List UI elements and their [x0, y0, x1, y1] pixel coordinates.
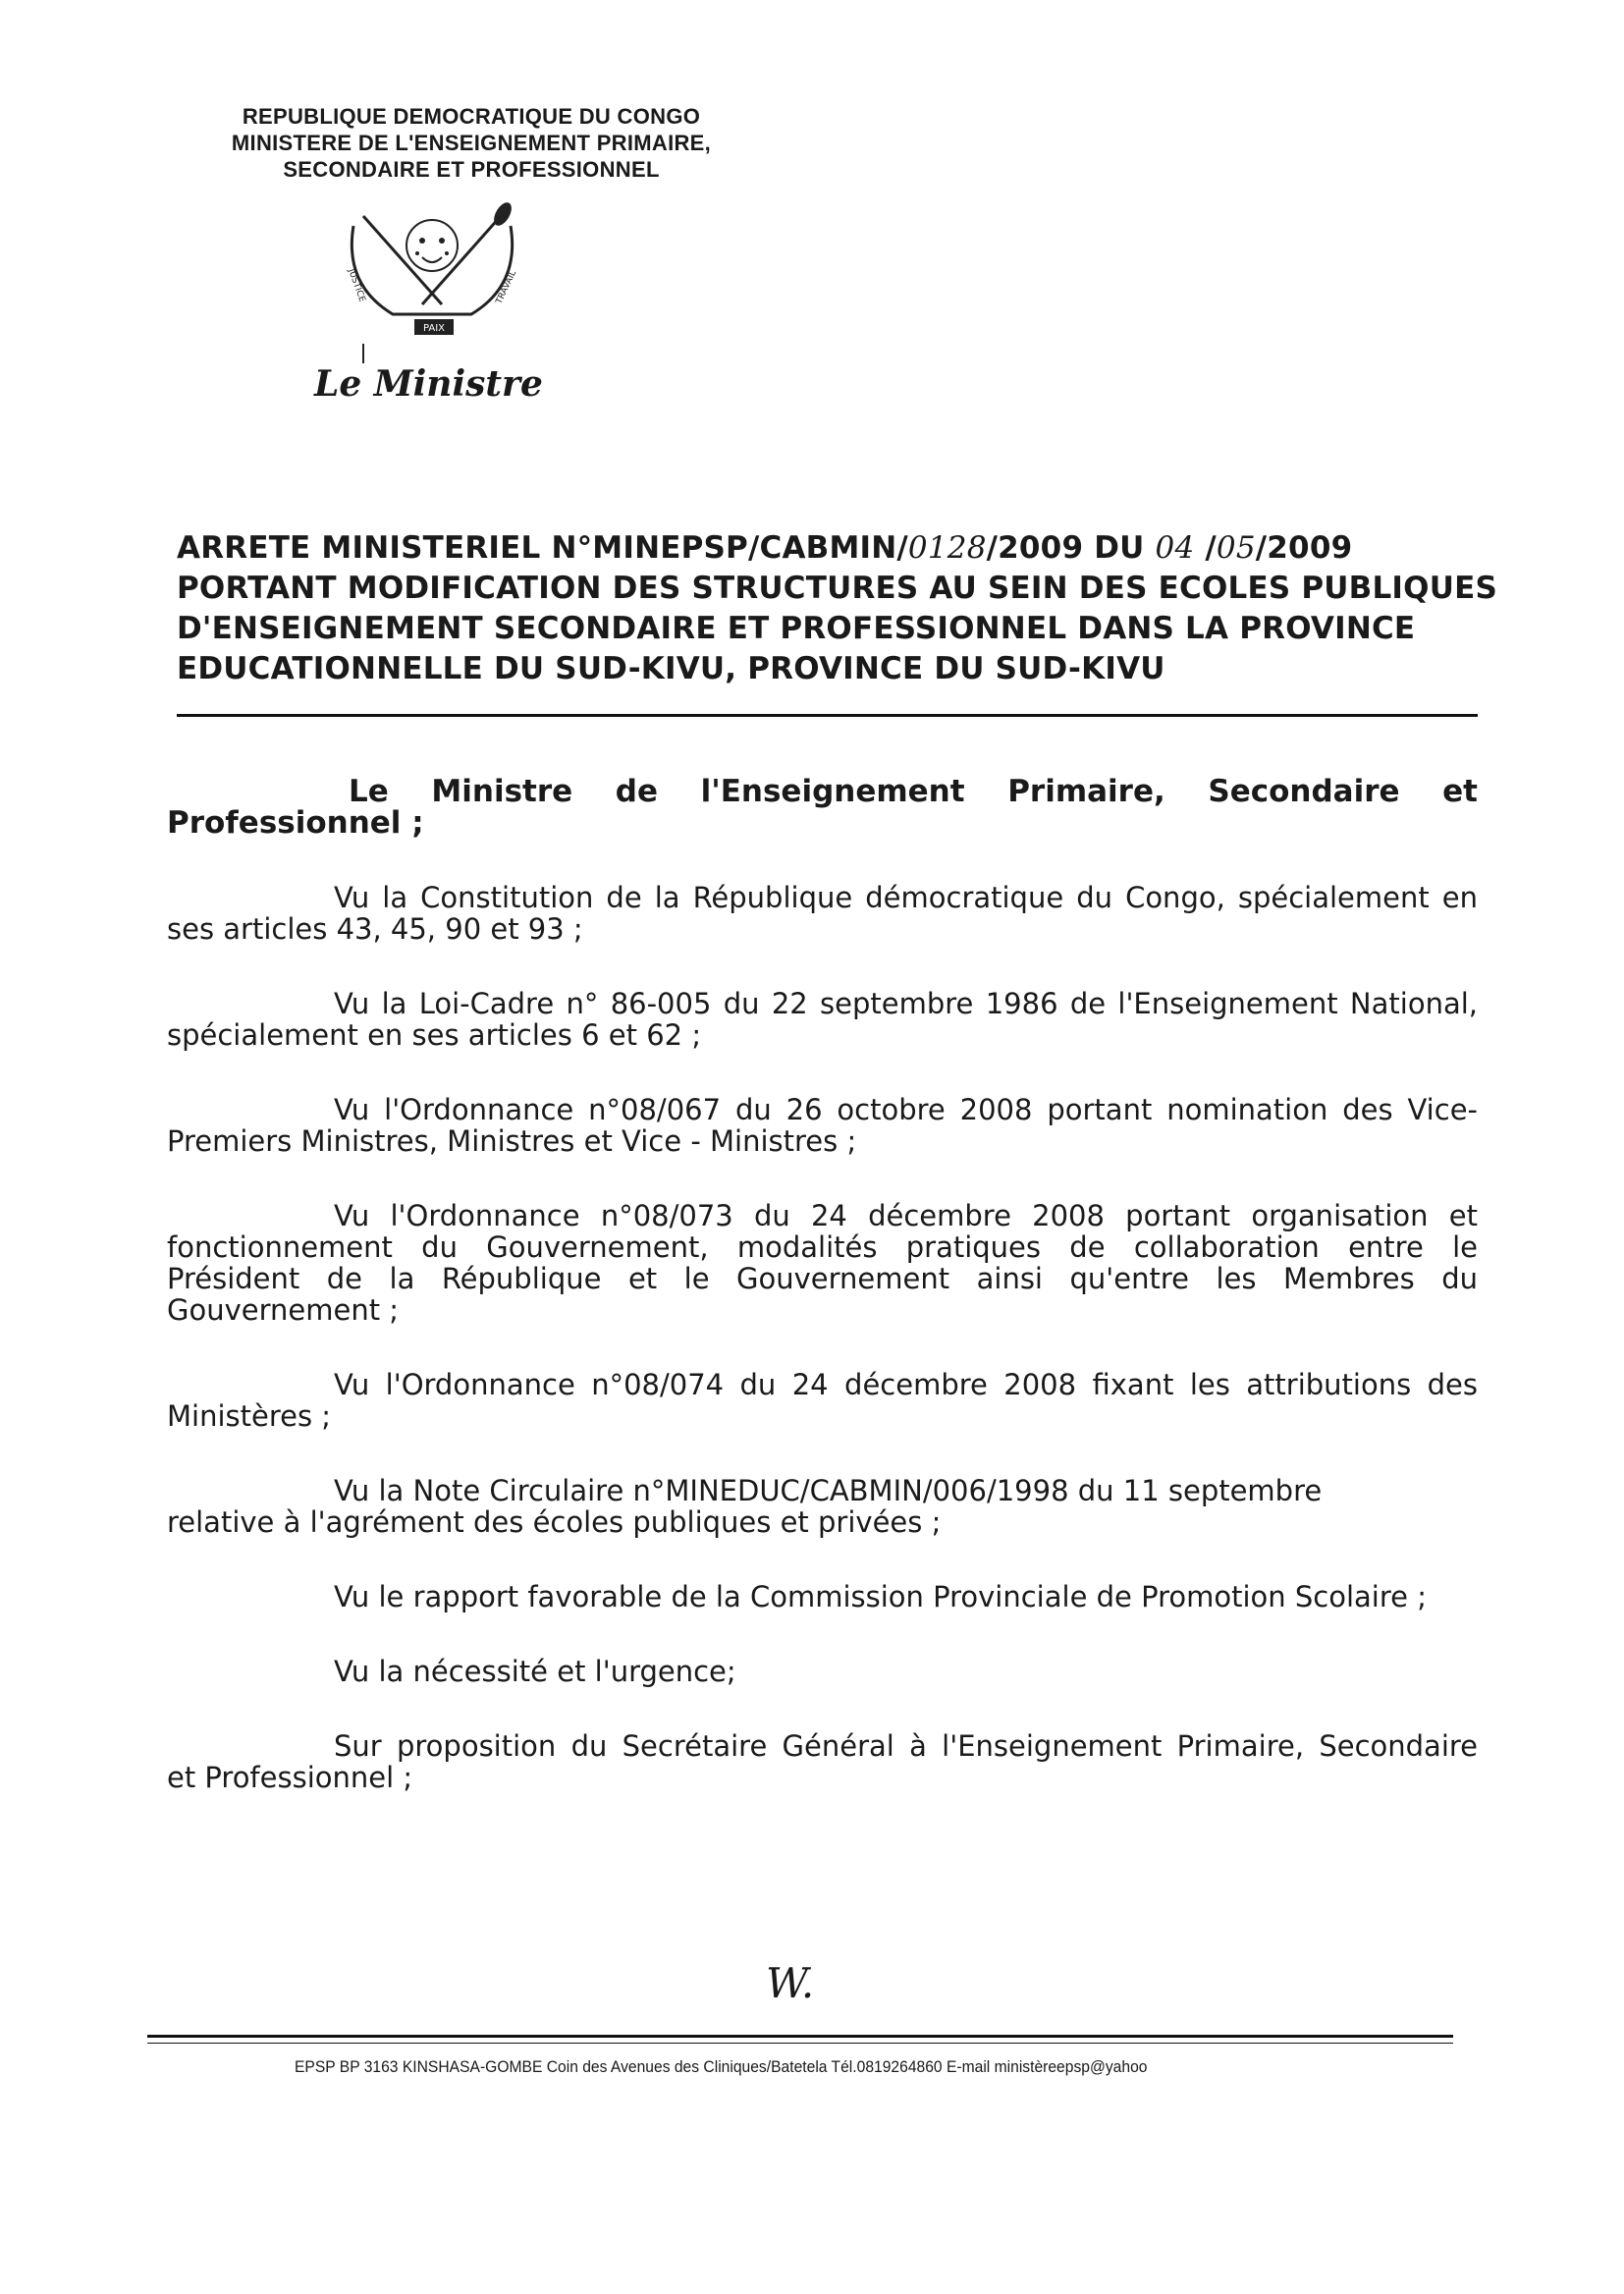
p7-line1: Vu le rapport favorable de la Commission Provinciale de Promotion Scolaire ;: [334, 1580, 1427, 1613]
preamble-lead-line2: Professionnel ;: [167, 805, 424, 841]
letterhead-ministry-cont: SECONDAIRE ET PROFESSIONNEL: [283, 157, 660, 182]
decree-number-prefix: ARRETE MINISTERIEL N°MINEPSP/CABMIN/: [177, 530, 908, 566]
p4-line2: fonctionnement du Gouvernement, modalités pratiques de collaboration entre le: [167, 1230, 1478, 1264]
letterhead: [167, 103, 776, 183]
signature-title: Le Ministre: [314, 363, 543, 405]
title-line-2: PORTANT MODIFICATION DES STRUCTURES AU SEIN DES ECOLES PUBLIQUES: [177, 571, 1497, 606]
p4-line3: Président de la République et le Gouvernement ainsi qu'entre les Membres du: [167, 1262, 1478, 1295]
decree-day-handwritten: 04: [1155, 530, 1195, 566]
title-line-3: D'ENSEIGNEMENT SECONDAIRE ET PROFESSIONNEL DANS LA PROVINCE: [177, 611, 1416, 646]
p6-line1: Vu la Note Circulaire n°MINEDUC/CABMIN/006/1998 du 11 septembre: [334, 1474, 1323, 1507]
decree-date-label: /2009 DU: [986, 530, 1145, 566]
coat-of-arms-emblem: [324, 196, 535, 363]
footer-address: EPSP BP 3163 KINSHASA-GOMBE Coin des Avenues des Cliniques/Batetela Tél.0819264860 E-mail ministèreepsp@yahoo: [295, 2057, 1148, 2076]
preamble-paragraph-8: [167, 1656, 1478, 1687]
title-line-4: EDUCATIONNELLE DU SUD-KIVU, PROVINCE DU SUD-KIVU: [177, 651, 1165, 686]
p4-line1: Vu l'Ordonnance n°08/073 du 24 décembre 2008 portant organisation et: [334, 1199, 1478, 1232]
preamble-paragraph-6: [167, 1475, 1478, 1538]
decree-preamble: [167, 776, 1478, 1836]
decree-year: /2009: [1255, 530, 1353, 566]
p9-line1: Sur proposition du Secrétaire Général à l'Enseignement Primaire, Secondaire: [334, 1729, 1478, 1763]
emblem-ribbon-left: JUSTICE: [346, 267, 367, 303]
footer-rule-thin: [147, 2043, 1453, 2044]
date-separator: /: [1194, 530, 1217, 566]
p5-line2: Ministères ;: [167, 1399, 332, 1433]
title-underline: [177, 714, 1478, 717]
preamble-paragraph-3: [167, 1094, 1478, 1157]
p1-line2: ses articles 43, 45, 90 et 93 ;: [167, 912, 583, 946]
emblem-ribbon-center: PAIX: [422, 323, 446, 334]
p6-line2: relative à l'agrément des écoles publiques et privées ;: [167, 1505, 942, 1539]
handwritten-initials: W.: [766, 1959, 815, 2007]
p5-line1: Vu l'Ordonnance n°08/074 du 24 décembre 2008 fixant les attributions des: [334, 1368, 1478, 1401]
decree-month-handwritten: 05: [1216, 530, 1256, 566]
title-line-1: [177, 528, 1478, 569]
preamble-paragraph-4: [167, 1200, 1478, 1326]
preamble-lead: [167, 776, 1478, 839]
p8-line1: Vu la nécessité et l'urgence;: [334, 1655, 736, 1688]
preamble-paragraph-7: [167, 1581, 1478, 1612]
p3-line2: Premiers Ministres, Ministres et Vice - Ministres ;: [167, 1124, 857, 1158]
preamble-paragraph-5: [167, 1369, 1478, 1432]
preamble-paragraph-2: [167, 988, 1478, 1051]
decree-title: [177, 528, 1497, 689]
footer-rule: [147, 2035, 1453, 2038]
p2-line1: Vu la Loi-Cadre n° 86-005 du 22 septembre 1986 de l'Enseignement National,: [334, 987, 1478, 1020]
p1-line1: Vu la Constitution de la République démocratique du Congo, spécialement en: [334, 881, 1478, 914]
preamble-lead-line1: Le Ministre de l'Enseignement Primaire, Secondaire et: [349, 774, 1478, 809]
p3-line1: Vu l'Ordonnance n°08/067 du 26 octobre 2008 portant nomination des Vice-: [334, 1093, 1478, 1126]
p9-line2: et Professionnel ;: [167, 1761, 413, 1794]
p2-line2: spécialement en ses articles 6 et 62 ;: [167, 1018, 702, 1052]
letterhead-country: REPUBLIQUE DEMOCRATIQUE DU CONGO: [242, 104, 701, 129]
letterhead-ministry: MINISTERE DE L'ENSEIGNEMENT PRIMAIRE,: [231, 131, 712, 155]
p4-line4: Gouvernement ;: [167, 1293, 400, 1327]
preamble-paragraph-9: [167, 1730, 1478, 1793]
decree-number-handwritten: 0128: [907, 530, 987, 566]
emblem-ribbon-right: TRAVAIL: [494, 269, 519, 306]
preamble-paragraph-1: [167, 882, 1478, 945]
